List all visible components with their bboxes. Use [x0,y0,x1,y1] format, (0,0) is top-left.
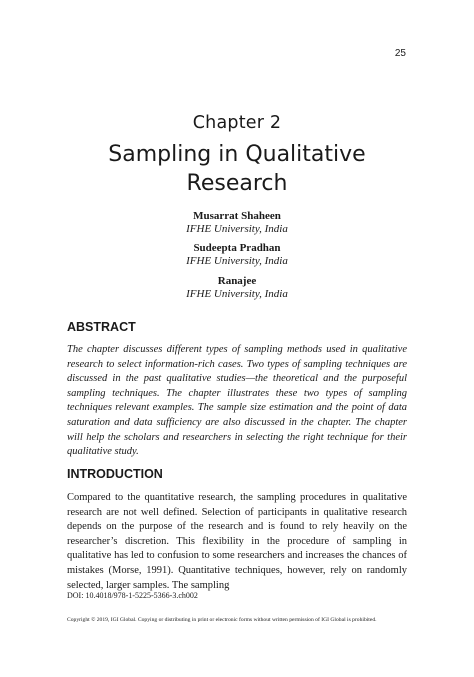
author-block [0,275,474,301]
page-number: 25 [394,48,406,59]
copyright-notice: Copyright © 2019, IGI Global. Copying or distributing in print or electronic forms without written permission of IGI Global is prohibited. [67,617,377,623]
doi: DOI: 10.4018/978-1-5225-5366-3.ch002 [67,591,198,600]
chapter-label: Chapter 2 [192,113,282,133]
author-name: Sudeepta Pradhan [193,242,281,254]
author-name: Musarrat Shaheen [193,210,281,222]
abstract-heading: ABSTRACT [67,320,136,334]
author-affiliation: IFHE University, India [186,223,288,235]
author-affiliation: IFHE University, India [186,255,288,267]
chapter-title [0,140,474,198]
introduction-text: Compared to the quantitative research, the sampling procedures in qualitative research are not well defined. Selection of participants in qualitative research depends on the purpose of the research and is found to rely heavily on the researcher’s discretion. This flexibility in the procedure of sampling in qualitative has led to confusion to some researchers and increases the chances of mistakes (Morse, 1991). Quantitative techniques, however, rely on randomly selected, larger samples. The sampling [67,492,407,591]
author-name: Ranajee [217,275,257,287]
abstract-text: The chapter discusses different types of sampling methods used in qualitative research to select information-rich cases. Two types of sampling techniques are discussed in the past qualitative studies—the theoretical and the purposeful sampling techniques. The chapter illustrates these two types of sampling techniques relevant examples. The sample size estimation and the point of data saturation and data sufficiency are also discussed in the chapter. The chapter will help the scholars and researchers in selecting the right technique for their qualitative study. [67,344,407,458]
author-affiliation: IFHE University, India [186,288,288,300]
chapter-title-line-1: Sampling in Qualitative [108,142,366,167]
author-block [0,242,474,268]
author-block [0,210,474,236]
chapter-title-line-2: Research [186,171,288,196]
introduction-heading: INTRODUCTION [67,467,163,481]
